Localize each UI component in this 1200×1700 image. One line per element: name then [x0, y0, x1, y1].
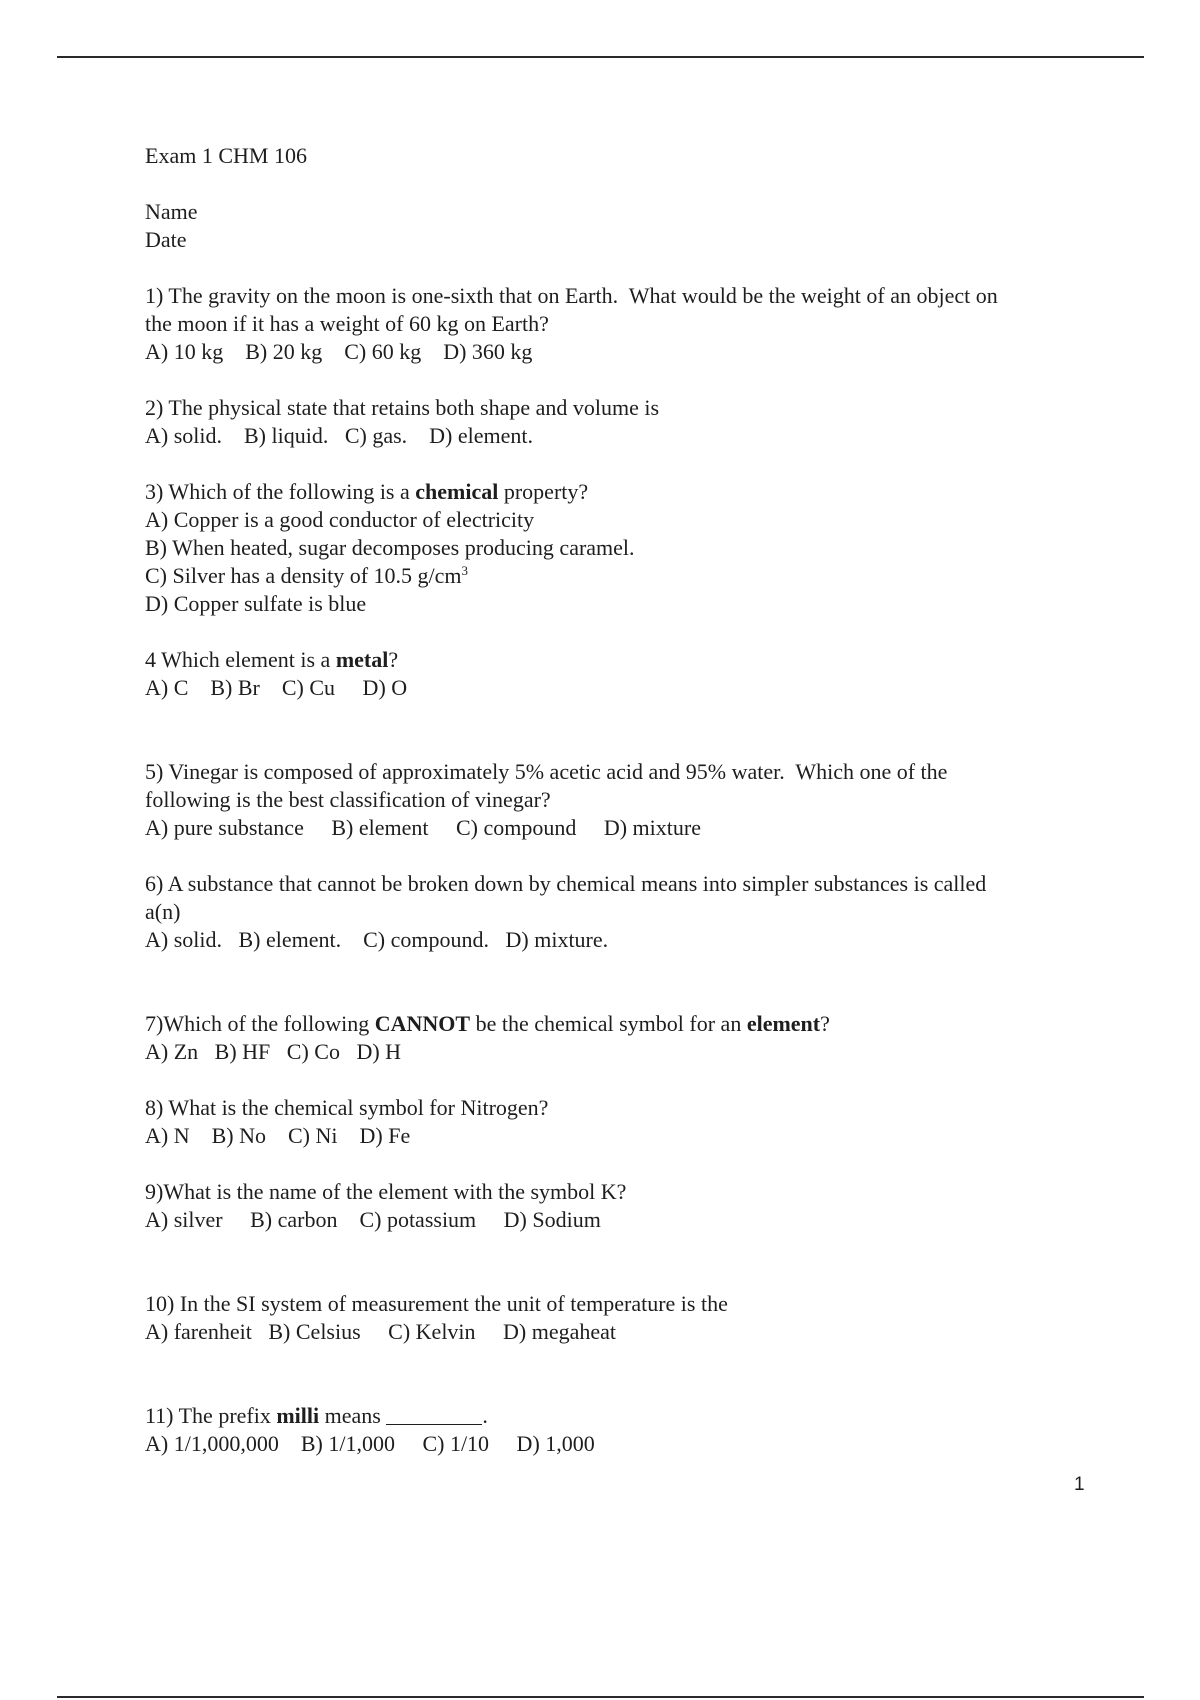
question-3-choice-c: [145, 562, 1105, 590]
question-3-choice-a: A) Copper is a good conductor of electricity: [145, 507, 535, 532]
question-5: [145, 758, 1105, 842]
question-11-stem-end: .: [482, 1403, 488, 1428]
date-label: Date: [145, 227, 187, 252]
question-10: [145, 1290, 1105, 1346]
question-10-stem: 10) In the SI system of measurement the unit of temperature is the: [145, 1291, 728, 1316]
question-4-stem-bold: metal: [335, 647, 389, 672]
question-7-stem-text: 7)Which of the following: [145, 1011, 375, 1036]
exam-title: Exam 1 CHM 106: [145, 143, 307, 168]
question-11-stem-text: 11) The prefix: [145, 1403, 277, 1428]
question-11-stem-bold: milli: [276, 1403, 320, 1428]
question-8-choices: A) N B) No C) Ni D) Fe: [145, 1123, 411, 1148]
question-7-stem-middle: be the chemical symbol for an: [470, 1011, 747, 1036]
question-5-stem-line1: 5) Vinegar is composed of approximately 5% acetic acid and 95% water. Which one of the: [145, 759, 948, 784]
exam-content: [145, 142, 1105, 1458]
question-4-stem-end: ?: [388, 647, 399, 672]
question-2-choices: A) solid. B) liquid. C) gas. D) element.: [145, 423, 534, 448]
question-8-stem: 8) What is the chemical symbol for Nitrogen?: [145, 1095, 549, 1120]
question-4-stem-text: 4 Which element is a: [145, 647, 336, 672]
name-label: Name: [145, 199, 198, 224]
question-6-stem-line1: 6) A substance that cannot be broken down by chemical means into simpler substances is called: [145, 871, 987, 896]
question-5-stem-line2: following is the best classification of vinegar?: [145, 787, 551, 812]
question-7-stem-bold-element: element: [746, 1011, 821, 1036]
question-7-stem-end: ?: [820, 1011, 830, 1036]
question-9-choices: A) silver B) carbon C) potassium D) Sodium: [145, 1207, 601, 1232]
bottom-rule: [57, 1696, 1144, 1698]
question-3-stem-end: property?: [498, 479, 589, 504]
question-9-stem: 9)What is the name of the element with the symbol K?: [145, 1179, 627, 1204]
question-2: [145, 394, 1105, 450]
question-7-stem-bold-cannot: CANNOT: [374, 1011, 471, 1036]
question-6: [145, 870, 1105, 954]
question-3-stem-bold: chemical: [415, 479, 499, 504]
question-7-stem: [145, 1010, 1105, 1038]
question-11-choices: A) 1/1,000,000 B) 1/1,000 C) 1/10 D) 1,000: [145, 1431, 595, 1456]
question-4: [145, 646, 1105, 702]
question-7: [145, 1010, 1105, 1066]
question-9: [145, 1178, 1105, 1234]
question-11-stem-middle: means: [319, 1403, 387, 1428]
question-1: [145, 282, 1105, 366]
question-11: [145, 1402, 1105, 1458]
question-2-stem: 2) The physical state that retains both shape and volume is: [145, 395, 660, 420]
question-7-choices: A) Zn B) HF C) Co D) H: [145, 1039, 402, 1064]
page-number: 1: [1074, 1474, 1085, 1495]
question-3-choice-b: B) When heated, sugar decomposes producing caramel.: [145, 535, 635, 560]
question-1-stem-line1: 1) The gravity on the moon is one-sixth that on Earth. What would be the weight of an object on: [145, 283, 998, 308]
question-6-choices: A) solid. B) element. C) compound. D) mixture.: [145, 927, 609, 952]
question-8: [145, 1094, 1105, 1150]
question-1-stem-line2: the moon if it has a weight of 60 kg on Earth?: [145, 311, 549, 336]
question-6-stem-line2: a(n): [145, 899, 181, 924]
question-3-stem: [145, 478, 1105, 506]
top-rule: [57, 56, 1144, 58]
question-11-stem: [145, 1402, 1105, 1430]
question-4-choices: A) C B) Br C) Cu D) O: [145, 675, 408, 700]
question-3-choice-c-superscript: 3: [461, 563, 469, 578]
question-3-choice-c-text: C) Silver has a density of 10.5 g/cm: [145, 563, 462, 588]
answer-blank: [386, 1406, 482, 1425]
question-3-choice-d: D) Copper sulfate is blue: [145, 591, 367, 616]
question-1-choices: A) 10 kg B) 20 kg C) 60 kg D) 360 kg: [145, 339, 533, 364]
question-3-stem-text: 3) Which of the following is a: [145, 479, 416, 504]
question-4-stem: [145, 646, 1105, 674]
question-10-choices: A) farenheit B) Celsius C) Kelvin D) megaheat: [145, 1319, 617, 1344]
question-3: [145, 478, 1105, 618]
question-5-choices: A) pure substance B) element C) compound D) mixture: [145, 815, 701, 840]
